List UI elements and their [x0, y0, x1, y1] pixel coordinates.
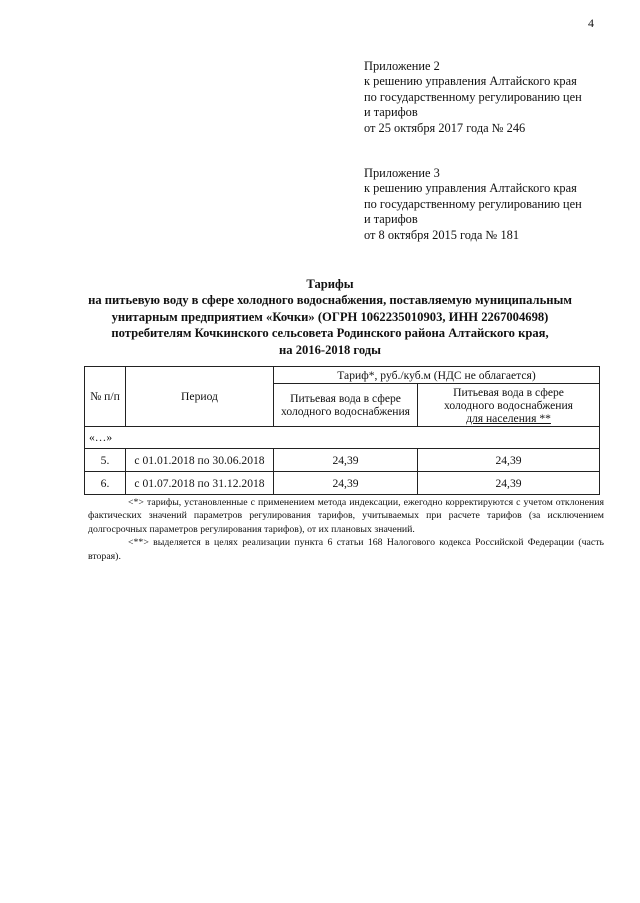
table-row — [85, 449, 600, 472]
header-period: Период — [126, 367, 274, 427]
appendix-line: от 8 октября 2015 года № 181 — [364, 227, 520, 242]
appendix-title: Приложение 2 — [364, 59, 440, 73]
appendix-line: и тарифов — [364, 212, 418, 227]
appendix-line: от 25 октября 2017 года № 246 — [364, 120, 526, 135]
appendix-3-block — [364, 166, 614, 243]
header-tariff-group: Тариф*, руб./куб.м (НДС не облагается) — [274, 367, 600, 384]
row-period: с 01.07.2018 по 31.12.2018 — [126, 472, 274, 495]
header-col-a: Питьевая вода в сфере холодного водоснабжения — [274, 384, 418, 427]
title-line: на 2016-2018 годы — [279, 342, 381, 357]
appendix-line: и тарифов — [364, 105, 418, 120]
row-value-b: 24,39 — [418, 449, 600, 472]
row-value-a: 24,39 — [274, 449, 418, 472]
table-header-row — [85, 367, 600, 384]
row-num: 6. — [85, 472, 126, 495]
header-col-b-line: холодного водоснабжения — [443, 398, 573, 412]
table-row — [85, 472, 600, 495]
document-title — [70, 276, 590, 358]
row-value-a: 24,39 — [274, 472, 418, 495]
row-period: с 01.01.2018 по 30.06.2018 — [126, 449, 274, 472]
ellipsis-cell: «…» — [85, 427, 600, 449]
header-col-b-line: для населения ** — [466, 411, 551, 425]
title-line: унитарным предприятием «Кочки» (ОГРН 1062235010903, ИНН 2267004698) — [111, 309, 549, 324]
header-col-b-line: Питьевая вода в сфере — [453, 385, 564, 399]
appendix-title: Приложение 3 — [364, 166, 440, 180]
appendix-line: к решению управления Алтайского края — [364, 181, 577, 196]
footnote: <**> выделяется в целях реализации пункта 6 статьи 168 Налогового кодекса Российской Федерации (часть вторая). — [88, 537, 604, 562]
header-num: № п/п — [85, 367, 126, 427]
tariff-table — [84, 366, 600, 495]
appendix-2-block — [364, 59, 614, 136]
table-row — [85, 427, 600, 449]
row-value-b: 24,39 — [418, 472, 600, 495]
title-line: на питьевую воду в сфере холодного водоснабжения, поставляемую муниципальным — [88, 293, 572, 308]
page-number: 4 — [588, 16, 594, 30]
appendix-line: по государственному регулированию цен — [364, 89, 582, 104]
appendix-line: к решению управления Алтайского края — [364, 74, 577, 89]
row-num: 5. — [85, 449, 126, 472]
header-col-b — [418, 384, 600, 427]
footnotes — [88, 496, 604, 563]
appendix-line: по государственному регулированию цен — [364, 196, 582, 211]
title-heading: Тарифы — [306, 277, 354, 291]
footnote: <*> тарифы, установленные с применением метода индексации, ежегодно корректируются с учетом отклонения фактических значений параметров регулирования тарифов, учитываемых при расчете тарифов (за исключением долгосрочных параметров регулирования тарифов), от их плановых значений. — [88, 497, 604, 535]
title-line: потребителям Кочкинского сельсовета Родинского района Алтайского края, — [111, 326, 549, 341]
